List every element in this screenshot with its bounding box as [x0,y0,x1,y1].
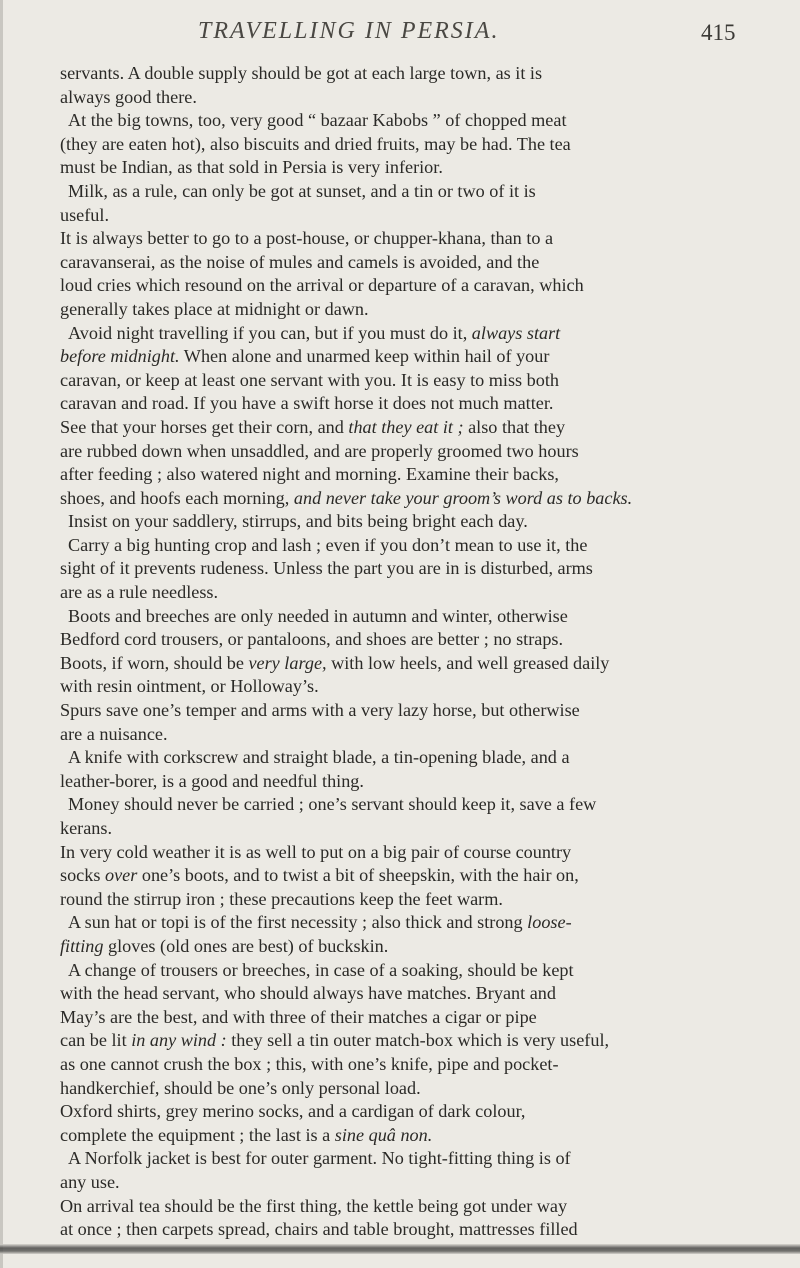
text-line [60,652,784,676]
page-edge [0,0,3,1268]
text-line [60,911,784,935]
text-segment: When alone and unarmed keep within hail of your [179,346,550,367]
text-line: (they are eaten hot), also biscuits and dried fruits, may be had. The tea [60,133,571,154]
page-header [0,0,800,64]
text-segment: they sell a tin outer match-box which is very useful, [226,1030,610,1051]
text-line: A Norfolk jacket is best for outer garment. No tight-fitting thing is of [68,1148,571,1169]
text-line [60,864,784,888]
text-line: generally takes place at midnight or dawn. [60,298,369,319]
text-segment: with low heels, and well greased daily [326,652,610,673]
text-segment: Avoid night travelling if you can, but if you must do it, [68,322,472,343]
text-line: Spurs save one’s temper and arms with a very lazy horse, but otherwise [60,700,580,721]
text-line: May’s are the best, and with three of their matches a cigar or pipe [60,1006,537,1027]
text-line [60,322,784,346]
text-line: after feeding ; also watered night and morning. Examine their backs, [60,464,559,485]
italic-text: always start [471,322,561,343]
text-line: servants. A double supply should be got at each large town, as it is [60,63,543,83]
text-line: are as a rule needless. [60,582,219,603]
body-text [60,62,784,1242]
text-line: Insist on your saddlery, stirrups, and bits being bright each day. [68,511,528,532]
text-line [60,416,784,440]
text-line: as one cannot crush the box ; this, with one’s knife, pipe and pocket- [60,1053,559,1074]
italic-text: that they eat it ; [348,416,464,437]
text-line: Carry a big hunting crop and lash ; even if you don’t mean to use it, the [68,534,588,555]
text-line: always good there. [60,86,197,107]
text-segment: socks [60,865,105,886]
text-line: It is always better to go to a post-house, or chupper-khana, than to a [60,228,554,249]
text-line: handkerchief, should be one’s only personal load. [60,1077,421,1098]
running-title: TRAVELLING IN PERSIA. [198,18,500,44]
text-line [60,487,784,511]
text-line: At the big towns, too, very good “ bazaar Kabobs ” of chopped meat [68,110,567,131]
text-line [60,935,784,959]
text-segment: gloves (old ones are best) of buckskin. [103,935,389,956]
text-line: caravanserai, as the noise of mules and camels is avoided, and the [60,251,540,272]
text-line: A knife with corkscrew and straight blade, a tin-opening blade, and a [68,747,570,768]
text-line: In very cold weather it is as well to put on a big pair of course country [60,841,572,862]
page-number: 415 [701,20,736,45]
text-line: round the stirrup iron ; these precautions keep the feet warm. [60,888,503,909]
italic-text: fitting [60,935,104,956]
text-line: Boots and breeches are only needed in autumn and winter, otherwise [68,605,568,626]
text-line: useful. [60,204,109,225]
text-line: leather-borer, is a good and needful thing. [60,770,364,791]
italic-text: over [104,865,138,886]
text-line: A change of trousers or breeches, in case of a soaking, should be kept [68,959,574,980]
text-line: sight of it prevents rudeness. Unless the part you are in is disturbed, arms [60,558,593,579]
text-line: Oxford shirts, grey merino socks, and a cardigan of dark colour, [60,1101,526,1122]
italic-text: and never take your groom’s word as to backs. [293,487,633,508]
text-segment: A sun hat or topi is of the first necessity ; also thick and strong [68,912,528,933]
text-line: are rubbed down when unsaddled, and are properly groomed two hours [60,440,579,461]
text-line: On arrival tea should be the first thing, the kettle being got under way [60,1195,568,1216]
text-line: Milk, as a rule, can only be got at sunset, and a tin or two of it is [68,180,536,201]
text-line [60,345,784,369]
text-segment: also that they [463,416,566,437]
text-line: with the head servant, who should always have matches. Bryant and [60,983,556,1004]
italic-text: in any wind : [131,1030,227,1051]
italic-text: before midnight. [60,346,180,367]
text-segment: See that your horses get their corn, and [60,416,349,437]
text-segment: can be lit [60,1030,132,1051]
text-line: Money should never be carried ; one’s servant should keep it, save a few [68,794,597,815]
text-line [60,1124,784,1148]
text-line: any use. [60,1171,120,1192]
bottom-rule [0,1244,800,1254]
text-line [60,1029,784,1053]
text-line: Bedford cord trousers, or pantaloons, and shoes are better ; no straps. [60,629,564,650]
italic-text: sine quâ non. [334,1124,433,1145]
text-line: at once ; then carpets spread, chairs and table brought, mattresses filled [60,1219,578,1240]
text-segment: Boots, if worn, should be [60,652,249,673]
text-line: with resin ointment, or Holloway’s. [60,676,319,697]
italic-text: loose- [527,912,572,933]
text-line: kerans. [60,818,113,838]
text-line: caravan, or keep at least one servant with you. It is easy to miss both [60,369,560,390]
italic-text: very large, [248,652,327,673]
text-segment: one’s boots, and to twist a bit of sheepskin, with the hair on, [137,865,579,886]
text-line: must be Indian, as that sold in Persia is very inferior. [60,157,443,178]
text-line: loud cries which resound on the arrival or departure of a caravan, which [60,275,584,296]
text-segment: complete the equipment ; the last is a [60,1124,335,1145]
text-line: caravan and road. If you have a swift horse it does not much matter. [60,393,554,414]
text-line: are a nuisance. [60,723,168,744]
text-segment: shoes, and hoofs each morning, [60,487,294,508]
